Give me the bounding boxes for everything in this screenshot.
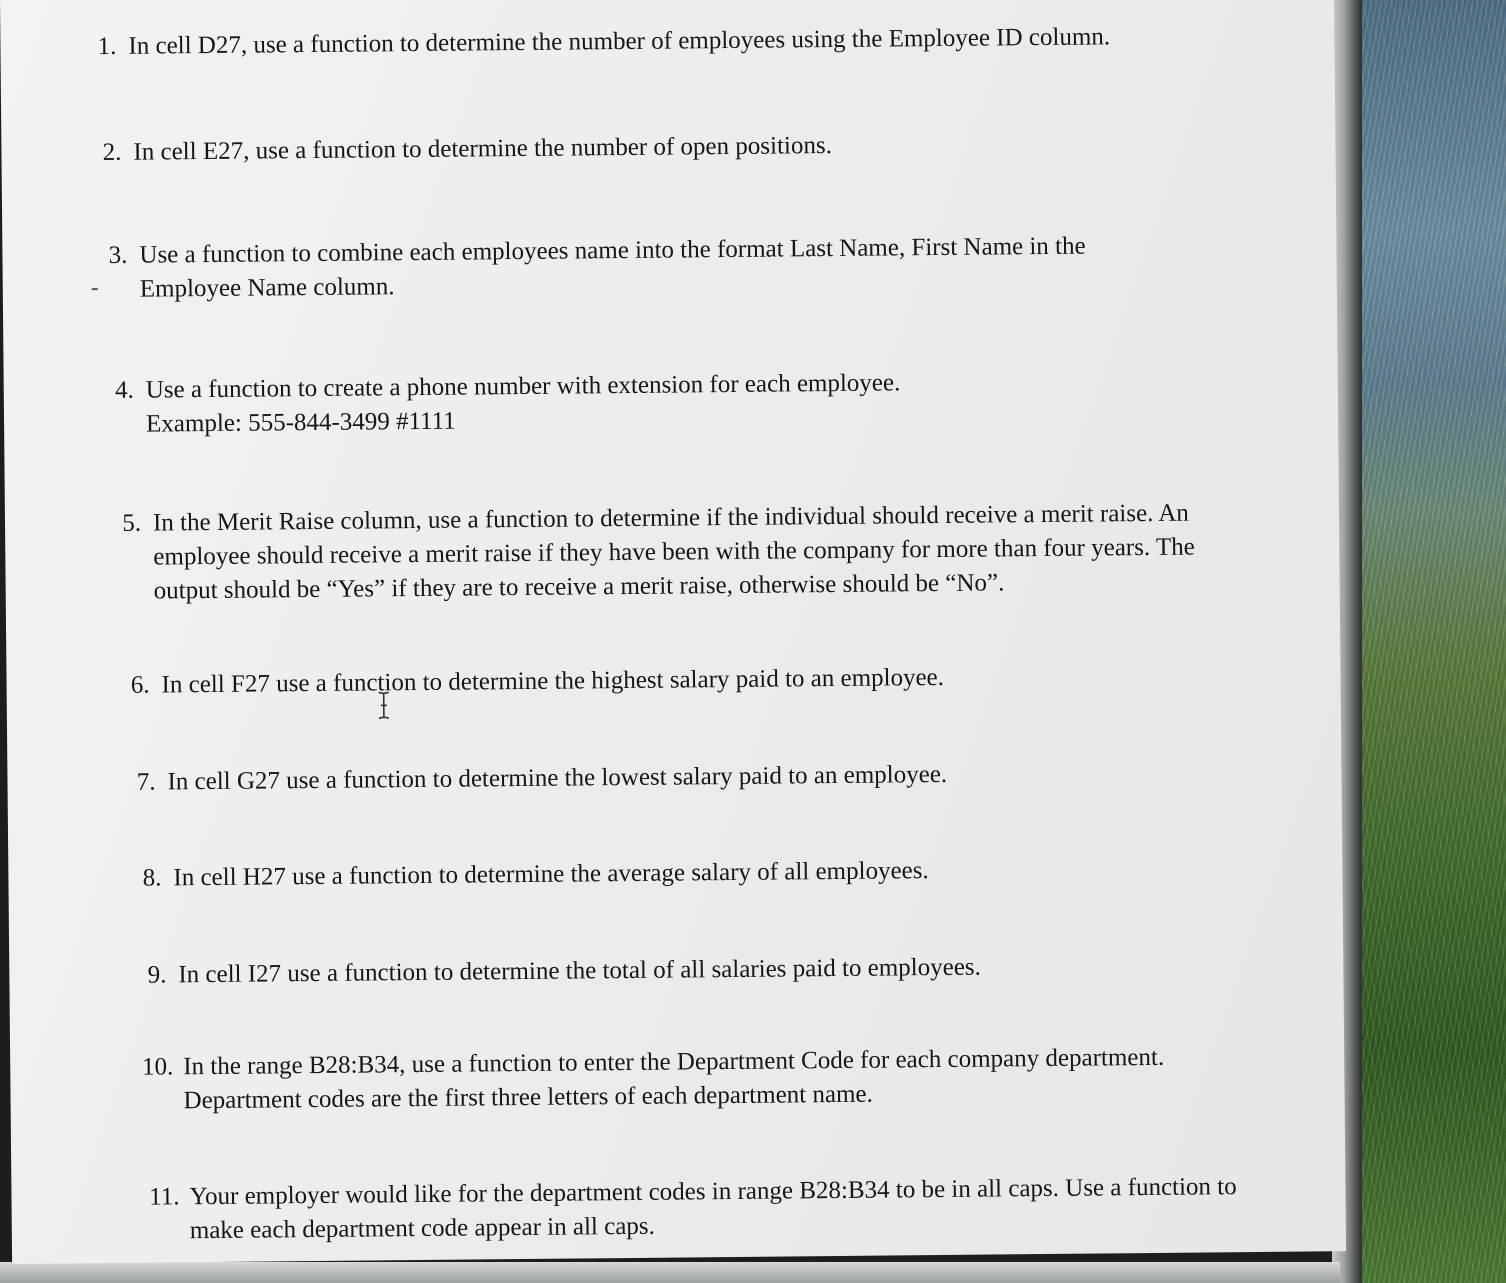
- instruction-number: 2.: [102, 138, 122, 167]
- instruction-11: [145, 1169, 1326, 1248]
- instruction-line: In the Merit Raise column, use a function to determine if the individual should receive a merit raise. An: [152, 499, 1189, 537]
- instruction-9: [134, 947, 1314, 992]
- instruction-line: In the range B28:B34, use a function to enter the Department Code for each company department.: [183, 1043, 1165, 1081]
- instruction-line: Department codes are the first three letters of each department name.: [183, 1080, 873, 1115]
- instruction-line: In cell I27 use a function to determine the total of all salaries paid to employees.: [178, 953, 981, 989]
- instruction-7: [123, 755, 1303, 800]
- instruction-line: output should be “Yes” if they are to receive a merit raise, otherwise should be “No”.: [153, 569, 1005, 605]
- stray-mark: [92, 288, 98, 290]
- instruction-line: Example: 555-844-3499 #1111: [145, 407, 456, 438]
- instruction-number: 1.: [97, 32, 117, 61]
- instruction-line: In cell F27 use a function to determine the highest salary paid to an employee.: [161, 663, 945, 699]
- instruction-number: 10.: [141, 1053, 174, 1081]
- instruction-number: 4.: [114, 376, 134, 404]
- instruction-4: [102, 363, 1283, 442]
- instruction-1: [84, 19, 1264, 64]
- instruction-line: In cell G27 use a function to determine the lowest salary paid to an employee.: [167, 760, 948, 796]
- instruction-number: 3.: [108, 241, 128, 269]
- instruction-number: 11.: [149, 1183, 180, 1211]
- instruction-number: 6.: [130, 671, 150, 699]
- instruction-line: In cell E27, use a function to determine the number of open positions.: [133, 132, 833, 166]
- instruction-3: [95, 228, 1276, 307]
- text-cursor-icon: [377, 690, 391, 720]
- instruction-line: In cell D27, use a function to determine the number of employees using the Employee ID column.: [128, 23, 1111, 60]
- instruction-6: [117, 658, 1297, 703]
- instruction-number: 9.: [147, 961, 167, 989]
- instruction-10: [139, 1039, 1320, 1118]
- instruction-line: make each department code appear in all caps.: [189, 1212, 655, 1245]
- instruction-line: In cell H27 use a function to determine the average salary of all employees.: [173, 857, 929, 892]
- instruction-5: [109, 496, 1290, 609]
- instruction-number: 7.: [136, 768, 156, 796]
- instruction-line: Use a function to create a phone number with extension for each employee.: [145, 369, 901, 404]
- instruction-line: employee should receive a merit raise if they have been with the company for more than four years. The: [153, 533, 1195, 571]
- photo-background: [1340, 0, 1506, 1283]
- instruction-line: Your employer would like for the department codes in range B28:B34 to be in all caps. Use a function to: [189, 1173, 1237, 1211]
- instruction-8: [129, 850, 1309, 895]
- monitor-bottom-edge: [0, 1262, 1340, 1283]
- instruction-number: 5.: [122, 509, 142, 537]
- instruction-2: [89, 125, 1269, 170]
- instruction-line: Use a function to combine each employees name into the format Last Name, First Name in the: [139, 232, 1086, 269]
- instruction-line: Employee Name column.: [139, 273, 395, 303]
- instruction-number: 8.: [142, 864, 162, 892]
